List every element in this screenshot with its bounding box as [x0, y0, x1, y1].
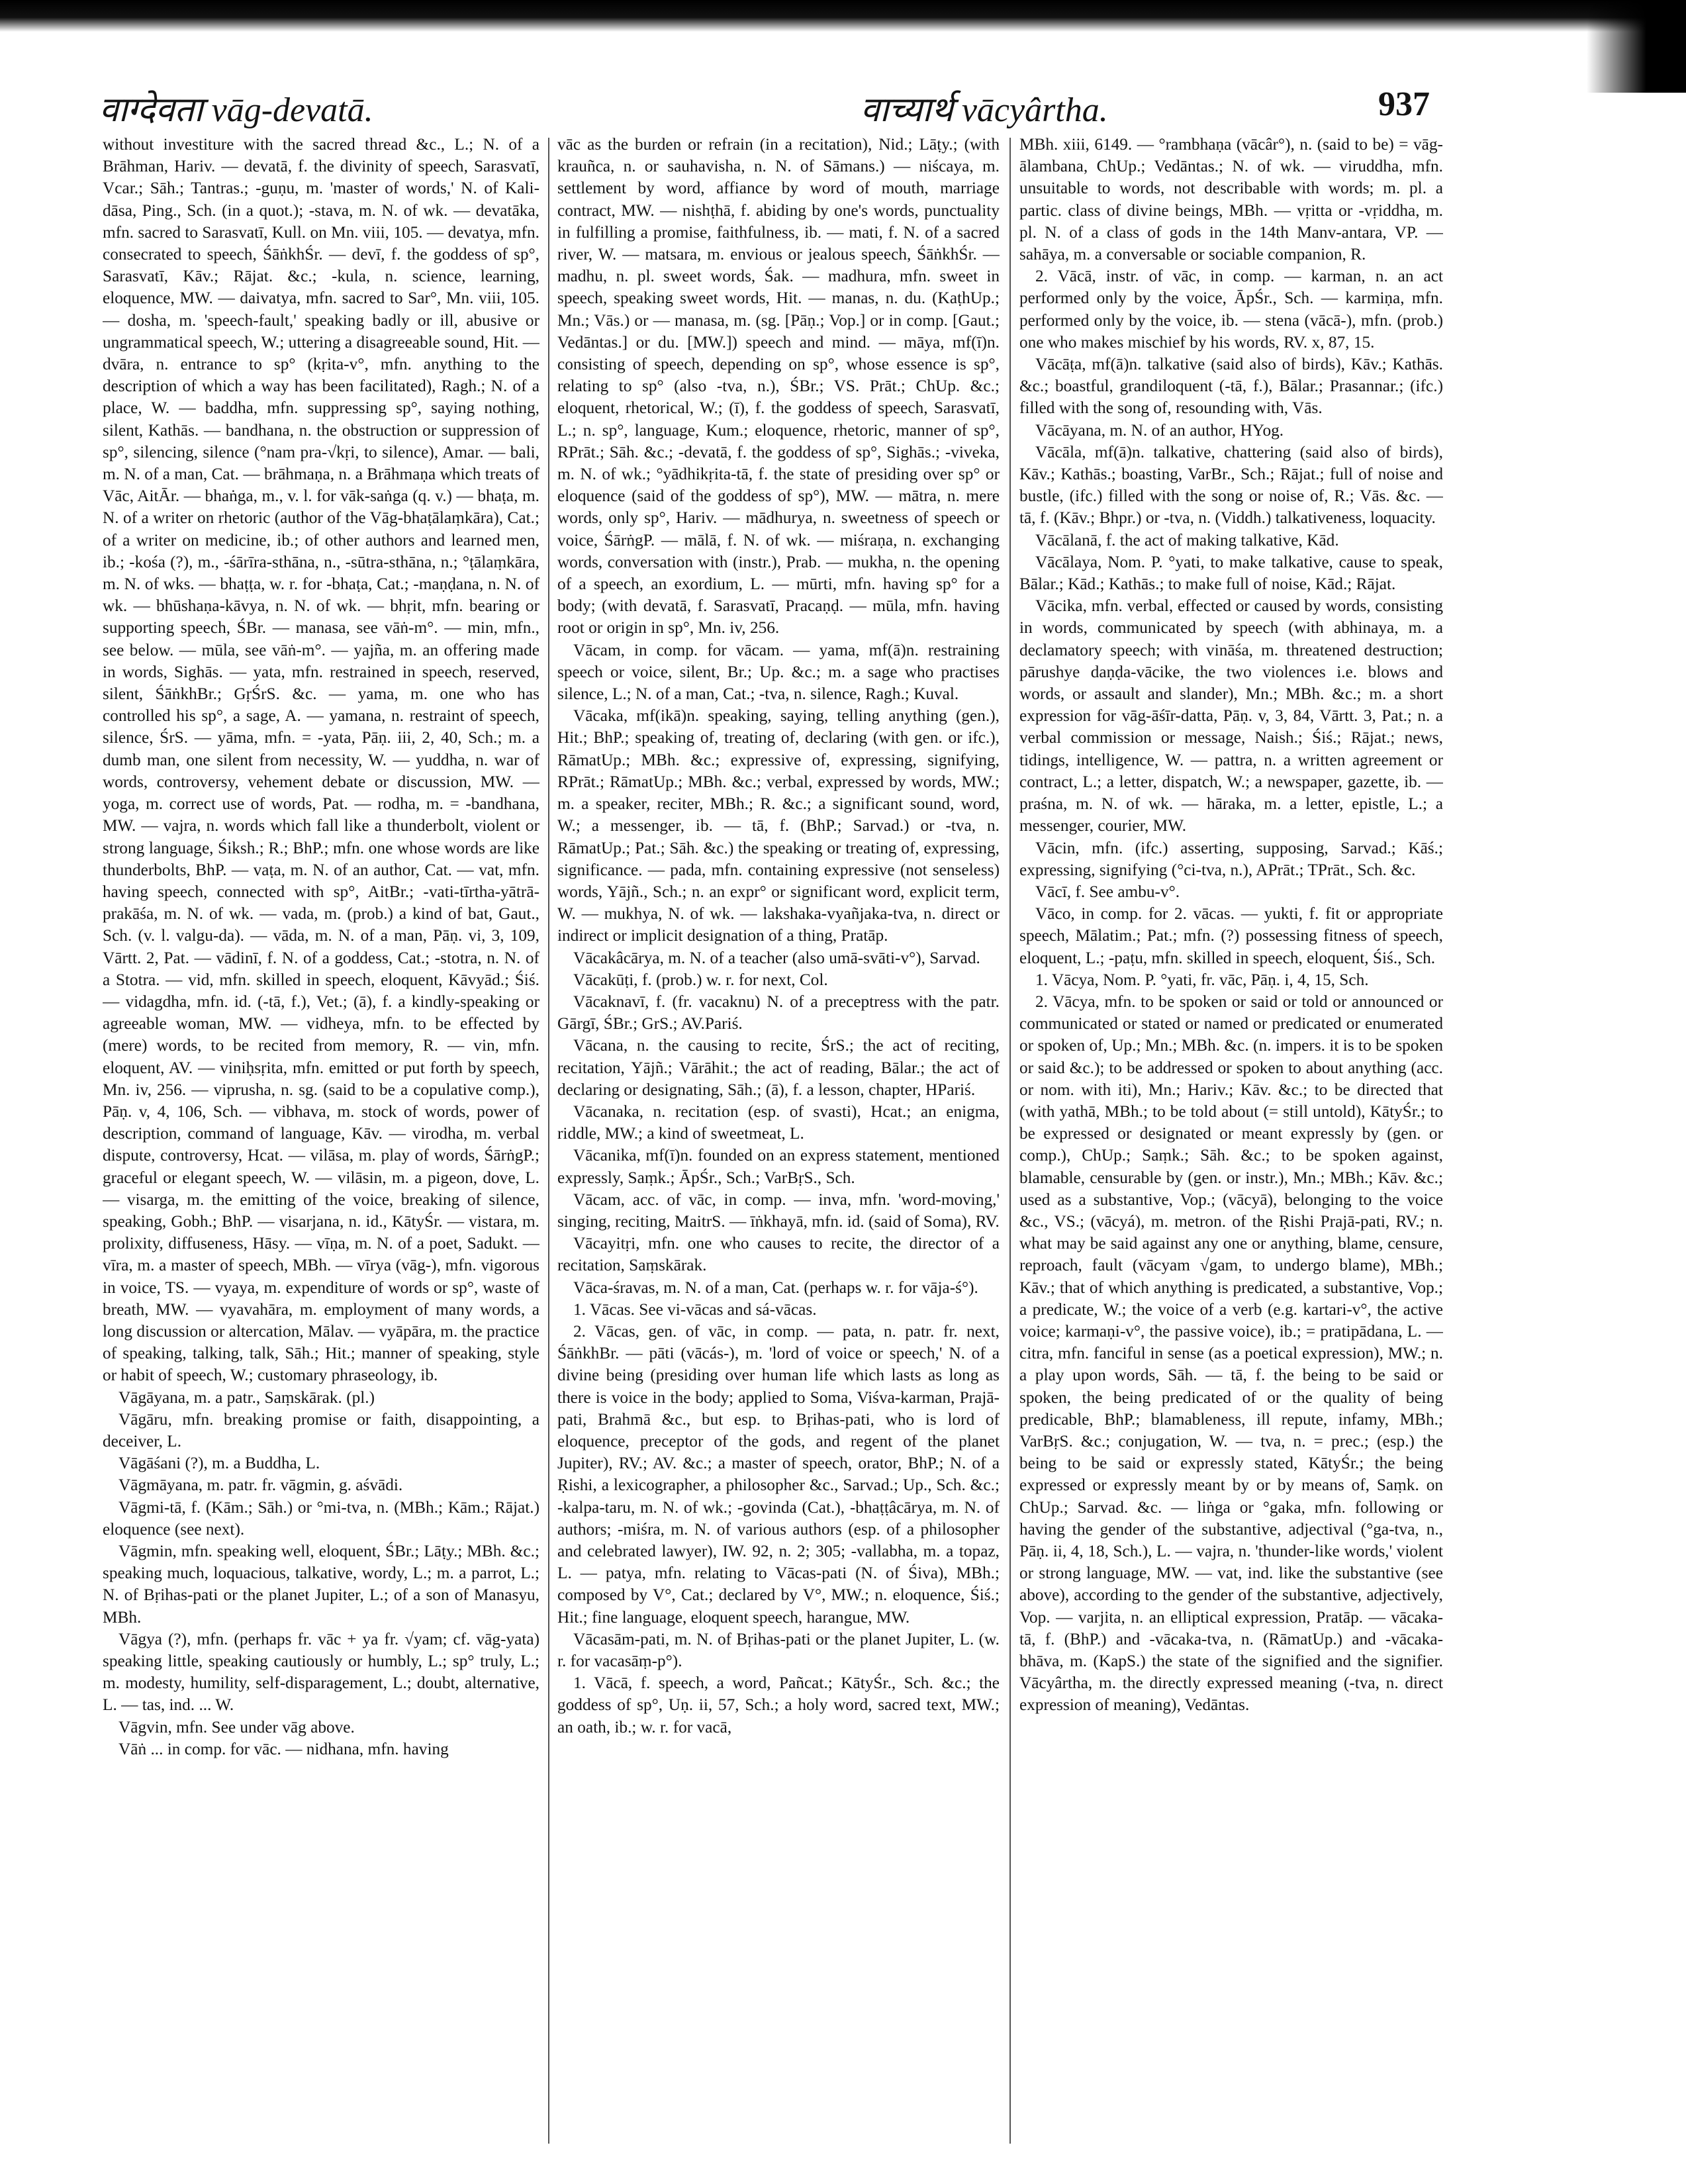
dictionary-entry: Vācasām-pati, m. N. of Bṛihas-pati or the planet Jupiter, L. (w. r. for vacasāṃ-p°).	[557, 1629, 1000, 1671]
page-number: 937	[1378, 85, 1430, 123]
dictionary-entry: vāc as the burden or refrain (in a recitation), Nid.; Lāṭy.; (with krauñca, n. or sauhavisha, n. N. of Sāmans.) — niścaya, m. settlement by word, affiance by word of mouth, marriage contract, MW. — nishṭhā, f. abiding by one's words, punctuality in fulfilling a promise, faithfulness, ib. — mati, f. N. of a sacred river, W. — matsara, m. envious or jealous speech, ŚāṅkhŚr. — madhu, n. pl. sweet words, Śak. — madhura, mfn. sweet in speech, speaking sweet words, Hit. — manas, n. du. (KaṭhUp.; Mn.; Vās.) or — manasa, m. (sg. [Pāṇ.; Vop.] or in comp. [Gaut.; Vedāntas.] or du. [MW.]) speech and mind. — māya, mf(ī)n. consisting of speech, depending on sp°, whose essence is sp°, relating to sp° (also -tva, n.), ŚBr.; VS. Prāt.; ChUp. &c.; eloquent, rhetorical, W.; (ī), f. the goddess of speech, Sarasvatī, L.; n. sp°, language, Kum.; eloquence, rhetoric, manner of sp°, RPrāt.; Sāh. &c.; -devatā, f. the goddess of sp°, Sighās.; -viveka, m. N. of wk.; °yādhikṛita-tā, f. the state of presiding over sp° or eloquence (said of the goddess of sp°), MW. — mātra, n. mere words, only sp°, Hariv. — mādhurya, n. sweetness of speech or voice, ŚārṅgP. — mālā, f. N. of wk. — miśraṇa, n. exchanging words, conversation with (instr.), Prab. — mukha, n. the opening of a speech, an exordium, L. — mūrti, mfn. having sp° for a body; (with devatā, f. Sarasvatī, Pracaṇḍ. — mūla, mfn. having root or origin in sp°, Mn. iv, 256.	[557, 135, 1000, 638]
dictionary-entry: Vāgvin, mfn. See under vāg above.	[118, 1717, 355, 1736]
dictionary-entry: Vāgya (?), mfn. (perhaps fr. vāc + ya fr. √yam; cf. vāg-yata) speaking little, speaking cautiously or humbly, L.; sp° truly, L.; m. modesty, humility, self-disparagement, L.; doubt, alternative, L. — tas, ind. ... W.	[103, 1629, 539, 1715]
dictionary-entry: Vācāla, mf(ā)n. talkative, chattering (said also of birds), Kāv.; Kathās.; boasting, VarBr., Sch.; Rājat.; full of noise and bustle, (ifc.) filled with the song or noise of, R.; Vās. &c. — tā, f. (Kāv.; Bhpr.) or -tva, n. (Viddh.) talkativeness, loquacity.	[1019, 442, 1443, 528]
dictionary-entry: Vācana, n. the causing to recite, ŚrS.; the act of reciting, recitation, Yājñ.; Vārāhit.; the act of reading, Bālar.; the act of declaring or designating, Sāh.; (ā), f. a lesson, chapter, HPariś.	[557, 1036, 1000, 1099]
dictionary-entry: Vāgmāyana, m. patr. fr. vāgmin, g. aśvādi.	[118, 1476, 403, 1495]
dictionary-entry: 2. Vācas, gen. of vāc, in comp. — pata, n. patr. fr. next, ŚāṅkhBr. — pāti (vācás-), m. 'lord of voice or speech,' N. of a divine being (presiding over human life which lasts as long as there is voice in the body; applied to Soma, Viśva-karman, Prajā-pati, Brahmā &c., but esp. to Bṛihas-pati, who is lord of eloquence, preceptor of the gods, and regent of the planet Jupiter), RV.; AV. &c.; a master of speech, orator, BhP.; N. of a Ṛishi, a lexicographer, a philosopher &c., Sarvad.; Up., Sch. &c.; -kalpa-taru, m. N. of wk.; -govinda (Cat.), -bhaṭṭâcārya, m. N. of authors; -miśra, m. N. of various authors (esp. of a philosopher and celebrated lawyer), IW. 92, n. 2; 305; -vallabha, m. a topaz, L. — patya, mfn. relating to Vācas-pati (N. of Śiva), MBh.; composed by V°, Cat.; declared by V°, MW.; n. eloquence, Śiś.; Hit.; fine language, eloquent speech, harangue, MW.	[557, 1321, 1000, 1627]
dictionary-entry: Vāgmin, mfn. speaking well, eloquent, ŚBr.; Lāṭy.; MBh. &c.; speaking much, loquacious, talkative, wordy, L.; m. a parrot, L.; N. of Bṛihas-pati or the planet Jupiter, L.; of a son of Manasyu, MBh.	[103, 1542, 539, 1627]
dictionary-entry: Vāṅ ... in comp. for vāc. — nidhana, mfn. having	[118, 1739, 449, 1758]
dictionary-entry: Vācakūṭi, f. (prob.) w. r. for next, Col.	[573, 970, 828, 989]
scan-top-edge	[0, 0, 1686, 32]
dictionary-entry: Vācaknavī, f. (fr. vacaknu) N. of a preceptress with the patr. Gārgī, ŚBr.; GrS.; AV.Pariś.	[557, 992, 1000, 1033]
dictionary-entry: Vāgāyana, m. a patr., Saṃskārak. (pl.)	[118, 1388, 375, 1407]
dictionary-column-1	[103, 134, 539, 2146]
column-divider	[548, 138, 549, 2144]
dictionary-entry: Vācālanā, f. the act of making talkative, Kād.	[1035, 530, 1339, 549]
dictionary-entry: Vāco, in comp. for 2. vācas. — yukti, f. fit or appropriate speech, Mālatim.; Pat.; mfn. (?) possessing fitness of speech, eloquent, L.; -paṭu, mfn. skilled in speech, eloquent, Śiś., Sch.	[1019, 904, 1443, 967]
dictionary-entry: without investiture with the sacred thread &c., L.; N. of a Brāhman, Hariv. — devatā, f. the divinity of speech, Sarasvatī, Vcar.; Sāh.; Tantras.; -guṇu, m. 'master of words,' N. of Kali-dāsa, Ping., Sch. (in a quot.); -stava, m. N. of wk. — devatāka, mfn. sacred to Sarasvatī, Kull. on Mn. viii, 105. — devatya, mfn. consecrated to speech, ŚāṅkhŚr. — devī, f. the goddess of sp°, Sarasvatī, Kāv.; Rājat. &c.; -kula, n. science, learning, eloquence, MW. — daivatya, mfn. sacred to Sar°, Mn. viii, 105. — dosha, m. 'speech-fault,' speaking badly or ill, abusive or ungrammatical speech, W.; uttering a disagreeable sound, Hit. — dvāra, n. entrance to sp° (kṛita-v°, mfn. anything to the description of which a way has been facilitated), Ragh.; N. of a place, W. — baddha, mfn. suppressing sp°, saying nothing, silent, Kathās. — bandhana, n. the obstruction or suppression of sp°, silencing, silence (°nam pra-√kṛi, to silence), Amar. — bali, m. N. of a man, Cat. — brāhmaṇa, n. a Brāhmaṇa which treats of Vāc, AitĀr. — bhaṅga, m., v. l. for vāk-saṅga (q. v.) — bhaṭa, m. N. of a writer on rhetoric (author of the Vāg-bhaṭālaṃkāra), Cat.; of a writer on medicine, ib.; of other authors and learned men, ib.; -kośa (?), m., -śārīra-sthāna, n., -sūtra-sthāna, n.; °ṭālaṃkāra, m. N. of wks. — bhaṭṭa, w. r. for -bhaṭa, Cat.; -maṇḍana, n. N. of wk. — bhūshaṇa-kāvya, n. N. of wk. — bhṛit, mfn. bearing or supporting speech, ŚBr. — manasa, see vāṅ-m°. — min, mfn., see below. — mūla, see vāṅ-m°. — yajña, m. an offering made in words, Sighās. — yata, mfn. restrained in speech, reserved, silent, ŚāṅkhBr.; GṛŚrS. &c. — yama, m. one who has controlled his sp°, a sage, A. — yamana, n. restraint of speech, silence, ŚrS. — yāma, mfn. = -yata, Pāṇ. iii, 2, 40, Sch.; m. a dumb man, one silent from necessity, W. — yuddha, n. war of words, controversy, vehement debate or discussion, MW. — yoga, m. correct use of words, Pat. — rodha, m. = -bandhana, MW. — vajra, n. words which fall like a thunderbolt, violent or strong language, Śiksh.; R.; BhP.; mfn. one whose words are like thunderbolts, BhP. — vaṭa, m. N. of an author, Cat. — vat, mfn. having speech, connected with sp°, AitBr.; -vati-tīrtha-yātrā-prakāśa, m. N. of wk. — vada, m. (prob.) a kind of bat, Gaut., Sch. (v. l. valgu-da). — vāda, m. N. of a man, Pāṇ. vi, 3, 109, Vārtt. 2, Pat. — vādinī, f. N. of a goddess, Cat.; -stotra, n. N. of a Stotra. — vid, mfn. skilled in speech, eloquent, Kāvyād.; Śiś. — vidagdha, mfn. id. (-tā, f.), Vet.; (ā), f. a kindly-speaking or agreeable woman, MW. — vidheya, mfn. to be effected by (mere) words, to be recited from memory, R. — vin, mfn. eloquent, AV. — viniḥsṛita, mfn. emitted or put forth by speech, Mn. iv, 256. — viprusha, n. sg. (said to be a copulative comp.), Pāṇ. v, 4, 106, Sch. — vibhava, m. stock of words, power of description, command of language, Kāv. — virodha, m. verbal dispute, controversy, Hcat. — vilāsa, m. play of words, ŚārṅgP.; graceful or elegant speech, W. — vilāsin, m. a pigeon, dove, L. — visarga, m. the emitting of the voice, breaking of silence, speaking, Gobh.; BhP. — visarjana, n. id., KātyŚr. — vistara, m. prolixity, diffuseness, Hāsy. — vīṇa, m. N. of a poet, Sadukt. — vīra, m. a master of speech, MBh. — vīrya (vāg-), mfn. vigorous in voice, TS. — vyaya, m. expenditure of words or sp°, waste of breath, MW. — vyavahāra, m. employment of many words, a long discussion or altercation, Mālav. — vyāpāra, m. the practice of speaking, talking, talk, Sāh.; Hit.; manner of speaking, style or habit of speech, W.; customary phraseology, ib.	[103, 135, 539, 1385]
dictionary-entry: Vācaka, mf(ikā)n. speaking, saying, telling anything (gen.), Hit.; BhP.; speaking of, treating of, declaring (with gen. or ifc.), RāmatUp.; MBh. &c.; expressive of, expressing, signifying, RPrāt.; RāmatUp.; MBh. &c.; verbal, expressed by words, MW.; m. a speaker, reciter, MBh.; R. &c.; a significant sound, word, W.; a messenger, ib. — tā, f. (BhP.; Sarvad.) or -tva, n. RāmatUp.; Pat.; Sāh. &c.) the speaking or treating of, expressing, significance. — pada, mfn. containing expressive (not senseless) words, Yājñ., Sch.; n. an expr° or significant word, explicit term, W. — mukhya, N. of wk. — lakshaka-vyañjaka-tva, n. direct or indirect or implicit designation of a thing, Pratāp.	[557, 706, 1000, 945]
dictionary-entry: Vāgāru, mfn. breaking promise or faith, disappointing, a deceiver, L.	[103, 1409, 539, 1450]
dictionary-entry: Vācāyana, m. N. of an author, HYog.	[1035, 420, 1284, 440]
dictionary-entry: Vācakâcārya, m. N. of a teacher (also umā-svāti-v°), Sarvad.	[573, 948, 980, 967]
dictionary-entry: 2. Vācā, instr. of vāc, in comp. — karman, n. an act performed only by the voice, ĀpŚr., Sch. — karmiṇa, mfn. performed only by the voice, ib. — stena (vācā-), mfn. (prob.) one who makes mischief by his words, RV. x, 87, 15.	[1019, 267, 1443, 352]
dictionary-entry: Vācanaka, n. recitation (esp. of svasti), Hcat.; an enigma, riddle, MW.; a kind of sweetmeat, L.	[557, 1102, 1000, 1143]
header-left-headword: वाग्देवता vāg-devatā.	[99, 91, 373, 129]
dictionary-entry: Vāgmi-tā, f. (Kām.; Sāh.) or °mi-tva, n. (MBh.; Kām.; Rājat.) eloquence (see next).	[103, 1497, 539, 1539]
page-header	[99, 85, 1430, 131]
scan-corner-shadow	[1587, 0, 1686, 93]
dictionary-entry: Vācayitṛi, mfn. one who causes to recite, the director of a recitation, Saṃskārak.	[557, 1234, 1000, 1275]
column-divider	[1009, 138, 1011, 2144]
dictionary-column-2	[557, 134, 1000, 2146]
dictionary-entry: 1. Vācā, f. speech, a word, Pañcat.; KātyŚr., Sch. &c.; the goddess of sp°, Uṇ. ii, 57, Sch.; a holy word, sacred text, MW.; an oath, ib.; w. r. for vacā,	[557, 1674, 1000, 1736]
dictionary-entry: Vācam, in comp. for vācam. — yama, mf(ā)n. restraining speech or voice, silent, Br.; Up. &c.; m. a sage who practises silence, L.; N. of a man, Cat.; -tva, n. silence, Ragh.; Kuval.	[557, 640, 1000, 704]
dictionary-column-3	[1019, 134, 1443, 2146]
dictionary-entry: MBh. xiii, 6149. — °rambhaṇa (vācâr°), n. (said to be) = vāg-ālambana, ChUp.; Vedāntas.; N. of wk. — viruddha, mfn. unsuitable to words, not describable with words; m. pl. a partic. class of divine beings, MBh. — vṛitta or -vṛiddha, m. pl. N. of a class of gods in the 14th Manv-antara, VP. — sahāya, m. a conversable or sociable companion, R.	[1019, 135, 1443, 264]
dictionary-entry: Vāca-śravas, m. N. of a man, Cat. (perhaps w. r. for vāja-ś°).	[573, 1278, 978, 1297]
dictionary-entry: 1. Vācya, Nom. P. °yati, fr. vāc, Pāṇ. i, 4, 15, Sch.	[1035, 970, 1369, 989]
dictionary-entry: Vācanika, mf(ī)n. founded on an express statement, mentioned expressly, Saṃk.; ĀpŚr., Sch.; VarBṛS., Sch.	[557, 1146, 1000, 1187]
dictionary-entry: Vācī, f. See ambu-v°.	[1035, 882, 1180, 901]
dictionary-entry: Vācin, mfn. (ifc.) asserting, supposing, Sarvad.; Kāś.; expressing, signifying (°ci-tva, n.), APrāt.; TPrāt., Sch. &c.	[1019, 838, 1443, 879]
dictionary-entry: 2. Vācya, mfn. to be spoken or said or told or announced or communicated or stated or named or predicated or enumerated or spoken of, Up.; Mn.; MBh. &c. (n. impers. it is to be spoken or said &c.); to be addressed or spoken to about anything (acc. or nom. with iti), Mn.; Hariv.; Kāv. &c.; to be directed that (with yathā, MBh.; to be told about (= still untold), KātyŚr.; to be expressed or designated or meant expressly by (gen. or comp.), ChUp.; Saṃk.; Sāh. &c.; to be spoken against, blamable, censurable by (gen. or instr.), Mn.; MBh.; Kāv. &c.; used as a substantive, Vop.; (vācyā), belonging to the voice &c., VS.; (vācyá), m. metron. of the Ṛishi Prajā-pati, RV.; n. what may be said against any one or anything, blame, censure, reproach, fault (vācyam √gam, to undergo blame), MBh.; Kāv.; that of which anything is predicated, a substantive, Vop.; a predicate, W.; the voice of a verb (e.g. kartari-v°, the active voice; karmaṇi-v°, the passive voice), ib.; = pratipādana, L. — citra, mfn. fanciful in sense (as a poetical expression), MW.; n. a play upon words, Sāh. — tā, f. the being to be said or spoken, the being predicated of or the quality of being predicable, BhP.; blamableness, ill repute, infamy, MBh.; VarBṛS. &c.; conjugation, W. — tva, n. = prec.; (esp.) the being to be said or expressly stated, KātyŚr.; the being expressed or expressly meant by or by means of, Saṃk. on ChUp.; Sarvad. &c. — liṅga or °gaka, mfn. following or having the gender of the substantive, adjectival (°ga-tva, n., Pāṇ. ii, 4, 18, Sch.), L. — vajra, n. 'thunder-like words,' violent or strong language, MW. — vat, ind. like the substantive (see above), according to the gender of the substantive, adjectively, Vop. — varjita, n. an elliptical expression, Pratāp. — vācaka-tā, f. (BhP.) and -vācaka-tva, n. (RāmatUp.) and -vācaka-bhāva, m. (KapS.) the state of the signified and the signifier. Vācyârtha, m. the directly expressed meaning (-tva, n. direct expression of meaning), Vedāntas.	[1019, 992, 1443, 1715]
dictionary-entry: 1. Vācas. See vi-vācas and sá-vācas.	[573, 1300, 817, 1319]
dictionary-entry: Vāgāśani (?), m. a Buddha, L.	[118, 1454, 320, 1473]
dictionary-entry: Vācāṭa, mf(ā)n. talkative (said also of birds), Kāv.; Kathās. &c.; boastful, grandiloquent (-tā, f.), Bālar.; Prasannar.; (ifc.) filled with the song of, resounding with, Vās.	[1019, 355, 1443, 418]
dictionary-entry: Vācam, acc. of vāc, in comp. — inva, mfn. 'word-moving,' singing, reciting, MaitrS. — īṅkhayā, mfn. id. (said of Soma), RV.	[557, 1190, 1000, 1231]
dictionary-entry: Vācika, mfn. verbal, effected or caused by words, consisting in words, communicated by speech (with abhinaya, m. a declamatory speech; with vināśa, m. threatened destruction; pārushye daṇḍa-vācike, the two violences i.e. blows and words, or assault and slander), Mn.; MBh. &c.; m. a short expression for vāg-āśīr-datta, Pāṇ. v, 3, 84, Vārtt. 3, Pat.; n. a verbal commission or message, Naish.; Śiś.; Rājat.; news, tidings, intelligence, W. — pattra, n. a written agreement or contract, L.; a letter, dispatch, W.; a newspaper, gazette, ib. — praśna, m. N. of wk. — hāraka, m. a letter, epistle, L.; a messenger, courier, MW.	[1019, 596, 1443, 835]
dictionary-entry: Vācālaya, Nom. P. °yati, to make talkative, cause to speak, Bālar.; Kād.; Kathās.; to make full of noise, Kād.; Rājat.	[1019, 552, 1443, 594]
header-center-headword: वाच्यार्थ vācyârtha.	[861, 91, 1108, 129]
